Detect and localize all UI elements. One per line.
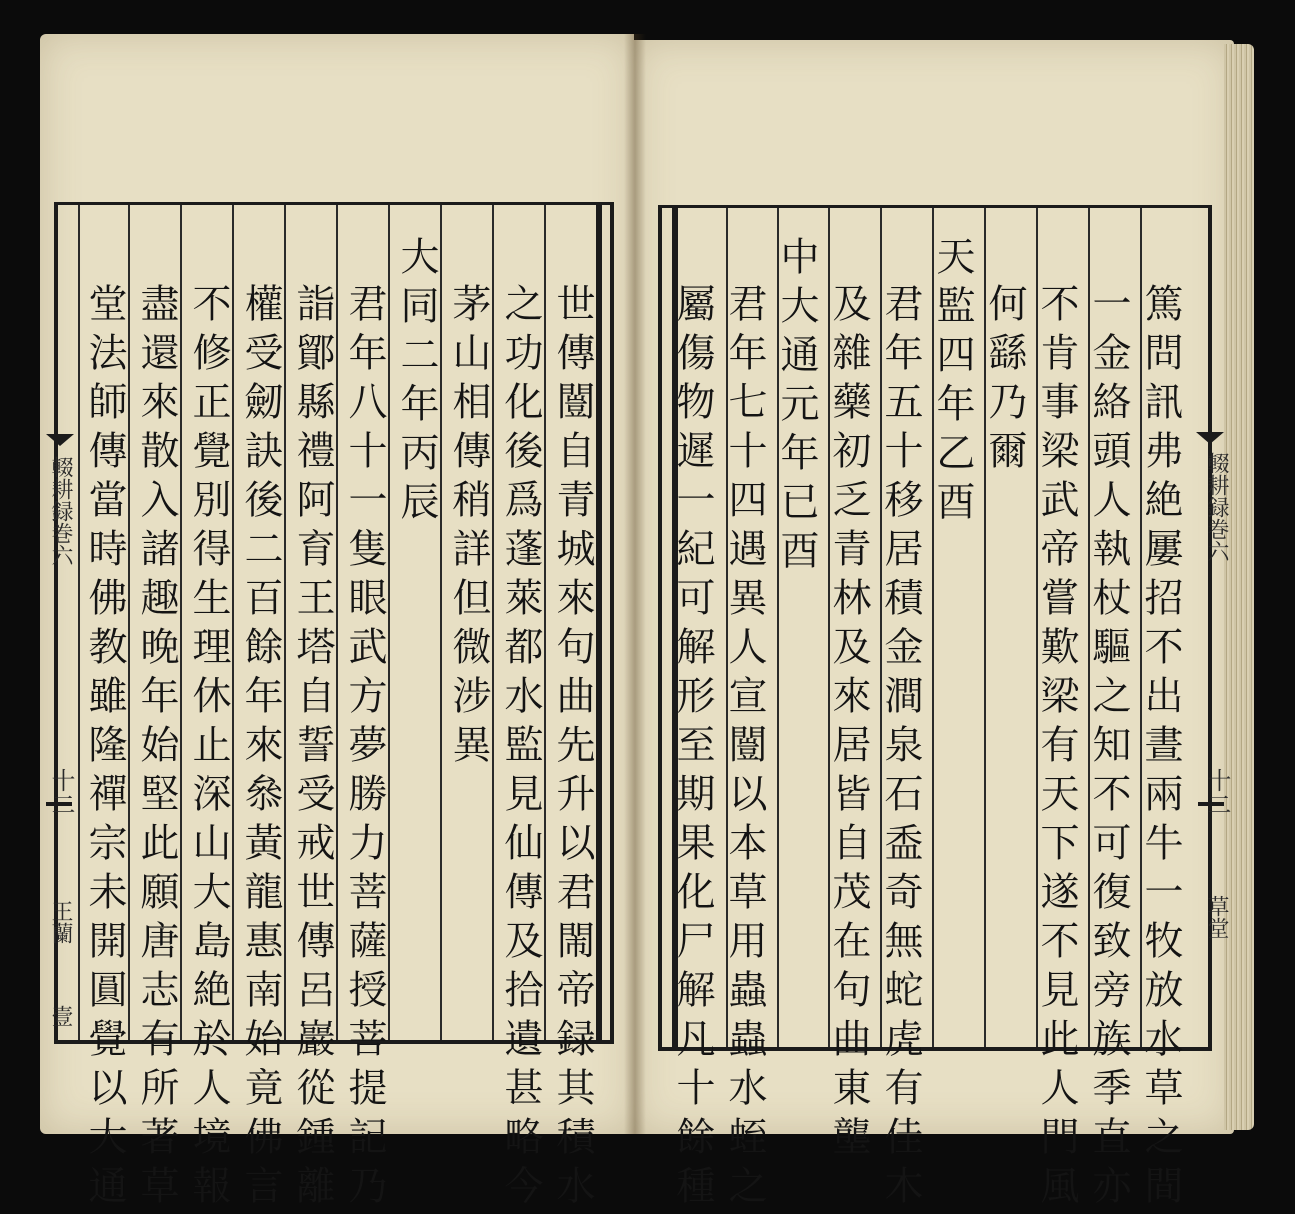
book-gutter (624, 34, 646, 1134)
text-column: 不肯事梁武帝嘗歎梁有天下遂不見此人門風 (1034, 283, 1079, 1214)
text-column: 篤問訊弗絶屢招不出晝兩牛一牧放水草之間 (1138, 283, 1183, 1214)
banxin-hall-name: 草堂 (1204, 895, 1229, 939)
column-rule (78, 205, 80, 1040)
text-column: 世傳闓自青城來句曲先升以君閙帝録其積水 (550, 283, 595, 1214)
column-rule (492, 205, 494, 1040)
text-column: 君年五十移居積金澗泉石盉奇無蛇虎有佳木 (878, 283, 923, 1214)
folio-number: 十二 (1203, 768, 1231, 816)
text-column: 詣鄮縣禮阿育王塔自誓受戒世傳呂巖從鍾離 (290, 283, 335, 1214)
text-column: 何繇乃爾 (982, 283, 1027, 479)
column-rule (440, 205, 442, 1040)
text-column: 權受劒訣後二百餘年來叅黃龍惠南始竟佛言 (238, 283, 283, 1214)
column-rule (284, 205, 286, 1040)
column-rule (388, 205, 390, 1040)
text-column: 堂法師傳當時佛教雖隆禪宗未開圓覺以大通 (82, 283, 127, 1214)
banxin-title: 輟耕録巻六 (1204, 452, 1229, 562)
column-rule (232, 205, 234, 1040)
text-column: 之功化後爲蓬萊都水監見仙傳及拾遺甚略今 (498, 283, 543, 1214)
column-rule (544, 205, 546, 1040)
text-column: 盡還來散入諸趣晚年始堅此願唐志有所著草 (134, 283, 179, 1214)
banxin-title: 輟耕録巻六 (48, 456, 73, 566)
text-column: 茅山相傳稍詳但微涉異 (446, 283, 491, 773)
section-heading: 中大通元年已酉 (774, 236, 819, 579)
banxin-mark: 壹 (48, 1005, 73, 1027)
section-heading: 大同二年丙辰 (394, 236, 439, 530)
column-rule (128, 205, 130, 1040)
text-column: 不修正覺別得生理休止深山大島絶於人境報 (186, 283, 231, 1214)
inner-frame-rule (596, 205, 602, 1040)
fishtail-mark (1196, 432, 1224, 444)
text-column: 君年八十一隻眼武方夢勝力菩薩授菩提記乃 (342, 283, 387, 1214)
fishtail-mark (46, 434, 74, 446)
text-column: 一金絡頭人執杖驅之知不可復致旁族季直亦 (1086, 283, 1131, 1214)
folio-number: 十二 (47, 768, 75, 816)
text-column: 屬傷物遲一紀可解形至期果化尸解凡十餘種 (670, 283, 715, 1214)
text-column: 君年七十四遇異人宣闓以本草用蟲蟲水蛭之 (722, 283, 767, 1214)
section-heading: 天監四年乙酉 (930, 236, 975, 530)
column-rule (180, 205, 182, 1040)
carver-name: 王蘭 (48, 900, 73, 944)
page-edges (1224, 44, 1254, 1130)
column-rule (336, 205, 338, 1040)
text-column: 及雜藥初乏青林及來居皆自茂在句曲東壟 (826, 283, 871, 1165)
